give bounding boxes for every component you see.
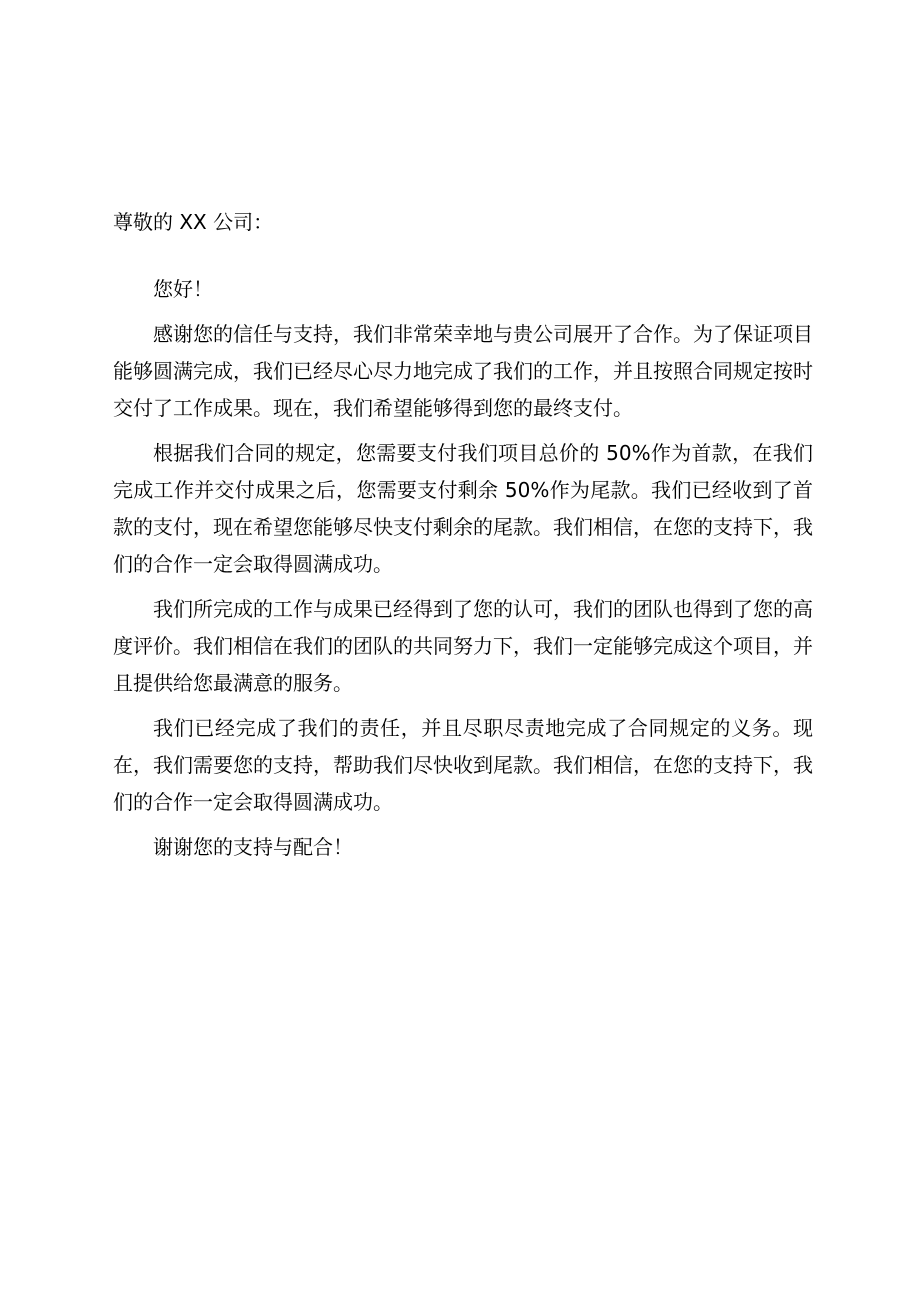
greeting: 您好！	[153, 277, 213, 301]
paragraph-request: 我们已经完成了我们的责任，并且尽职尽责地完成了合同规定的义务。现在，我们需要您的支持，帮助我们尽快收到尾款。我们相信，在您的支持下，我们的合作一定会取得圆满成功。	[113, 716, 813, 814]
letter-body	[113, 212, 813, 874]
closing: 谢谢您的支持与配合！	[153, 835, 353, 859]
paragraph-thanks: 感谢您的信任与支持，我们非常荣幸地与贵公司展开了合作。为了保证项目能够圆满完成，我们已经尽心尽力地完成了我们的工作，并且按照合同规定按时交付了工作成果。现在，我们希望能够得到您的最终支付。	[113, 322, 813, 420]
paragraph-recognition: 我们所完成的工作与成果已经得到了您的认可，我们的团队也得到了您的高度评价。我们相信在我们的团队的共同努力下，我们一定能够完成这个项目，并且提供给您最满意的服务。	[113, 597, 813, 695]
paragraph-payment-terms: 根据我们合同的规定，您需要支付我们项目总价的 50%作为首款，在我们完成工作并交付成果之后，您需要支付剩余 50%作为尾款。我们已经收到了首款的支付，现在希望您能够尽快支付剩余的尾款。我们相信，在您的支持下，我们的合作一定会取得圆满成功。	[113, 441, 813, 576]
salutation: 尊敬的 XX 公司：	[113, 210, 274, 234]
